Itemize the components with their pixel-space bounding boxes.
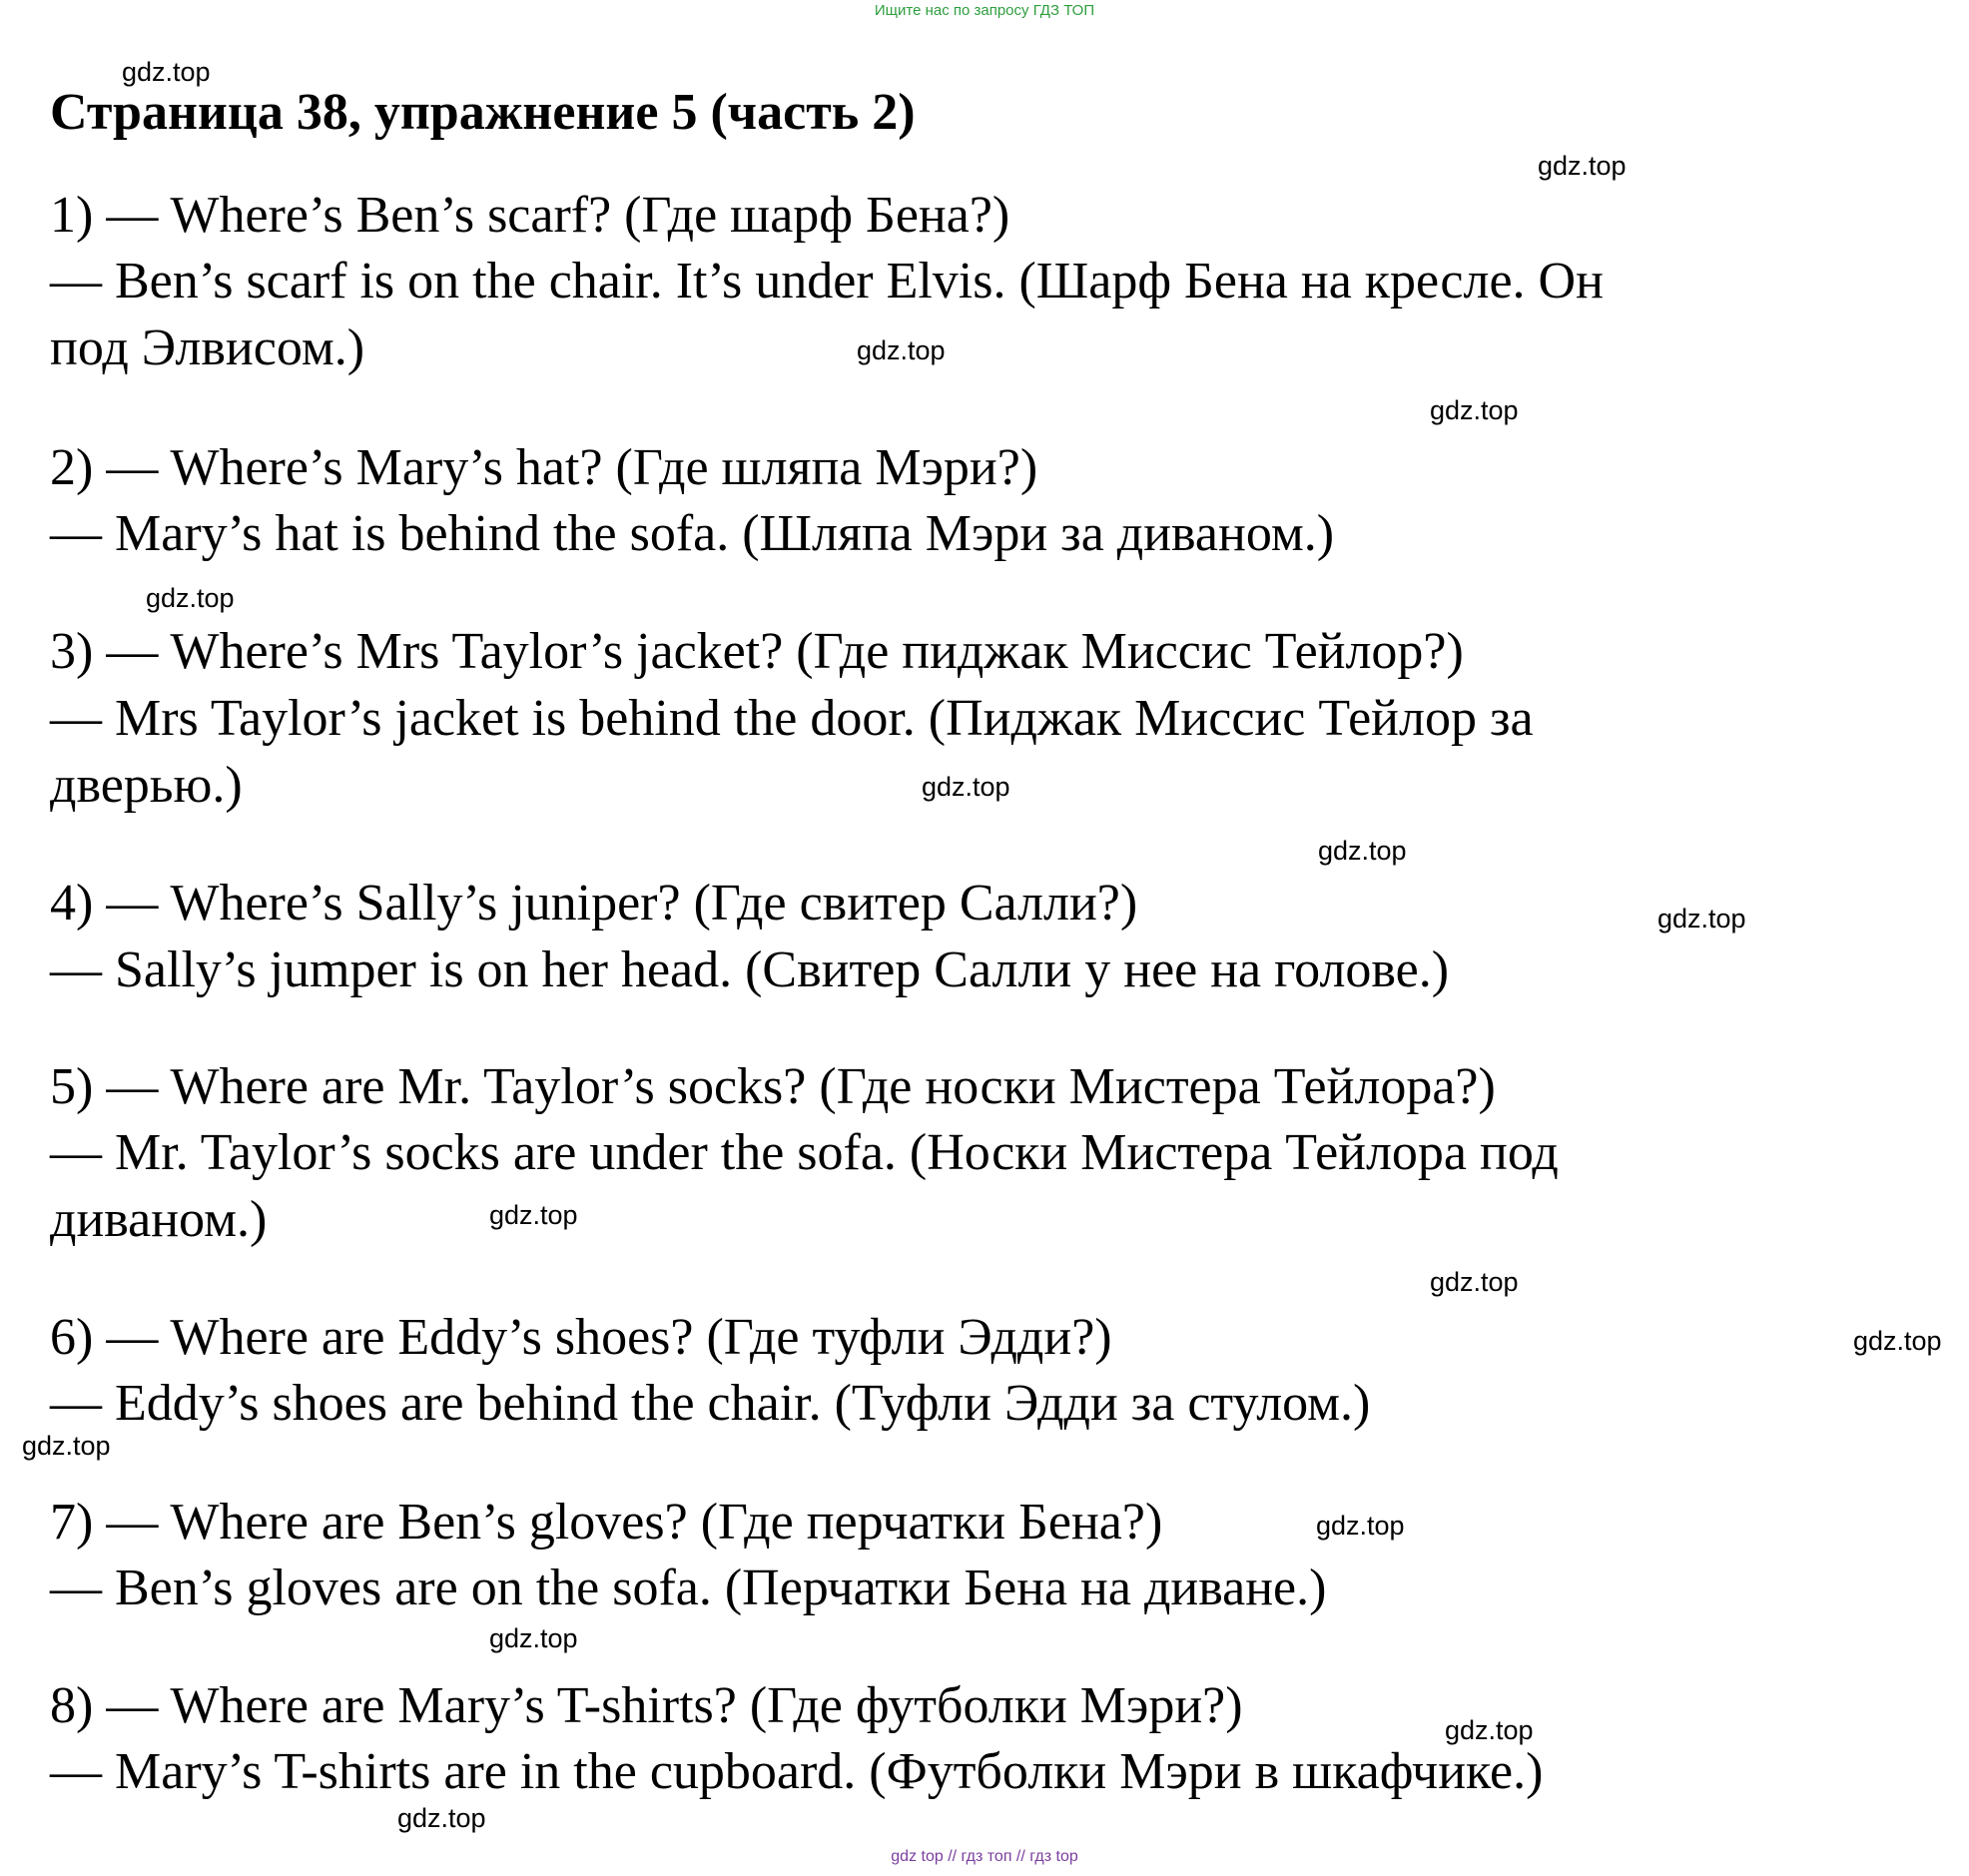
item-5-question: 5) — Where are Mr. Taylor’s socks? (Где носки Мистера Тейлора?)	[50, 1058, 1496, 1115]
watermark: gdz.top	[1445, 1715, 1534, 1745]
search-banner[interactable]: Ищите нас по запросу ГДЗ ТОП	[874, 2, 1095, 19]
watermark: gdz.top	[489, 1623, 578, 1653]
watermark: gdz.top	[1316, 1511, 1405, 1541]
watermark: gdz.top	[857, 335, 946, 365]
watermark: gdz.top	[22, 1431, 111, 1461]
item-1-answer: — Ben’s scarf is on the chair. It’s under Elvis. (Шарф Бена на кресле. Он	[50, 253, 1604, 310]
item-7-question: 7) — Where are Ben’s gloves? (Где перчатки Бена?)	[50, 1494, 1163, 1551]
item-8-answer: — Mary’s T-shirts are in the cupboard. (Футболки Мэри в шкафчике.)	[50, 1743, 1544, 1800]
watermark: gdz.top	[146, 583, 235, 613]
item-1-question: 1) — Where’s Ben’s scarf? (Где шарф Бена?)	[50, 187, 1010, 244]
item-7-answer: — Ben’s gloves are on the sofa. (Перчатки Бена на диване.)	[50, 1560, 1327, 1616]
item-6-answer: — Eddy’s shoes are behind the chair. (Туфли Эдди за стулом.)	[50, 1375, 1371, 1432]
watermark: gdz.top	[1853, 1326, 1942, 1356]
item-3-answer-cont: дверью.)	[50, 757, 243, 814]
item-8-question: 8) — Where are Mary’s T-shirts? (Где футболки Мэри?)	[50, 1677, 1243, 1734]
watermark: gdz.top	[122, 57, 211, 87]
item-4-question: 4) — Where’s Sally’s juniper? (Где свитер Салли?)	[50, 875, 1138, 932]
item-2-answer: — Mary’s hat is behind the sofa. (Шляпа Мэри за диваном.)	[50, 505, 1335, 562]
watermark: gdz.top	[1318, 836, 1407, 866]
footer-links[interactable]: gdz top // гдз топ // гдз top	[891, 1848, 1078, 1865]
item-3-answer: — Mrs Taylor’s jacket is behind the door. (Пиджак Миссис Тейлор за	[50, 690, 1534, 747]
watermark: gdz.top	[1538, 151, 1627, 181]
watermark: gdz.top	[397, 1803, 486, 1833]
watermark: gdz.top	[922, 772, 1010, 802]
item-6-question: 6) — Where are Eddy’s shoes? (Где туфли Эдди?)	[50, 1309, 1112, 1366]
item-1-answer-cont: под Элвисом.)	[50, 319, 365, 376]
watermark: gdz.top	[1430, 395, 1519, 425]
watermark: gdz.top	[1657, 904, 1746, 934]
item-4-answer: — Sally’s jumper is on her head. (Свитер Салли у нее на голове.)	[50, 941, 1450, 998]
item-5-answer-cont: диваном.)	[50, 1191, 268, 1248]
item-2-question: 2) — Where’s Mary’s hat? (Где шляпа Мэри?)	[50, 439, 1038, 496]
item-5-answer: — Mr. Taylor’s socks are under the sofa. (Носки Мистера Тейлора под	[50, 1124, 1559, 1181]
page-title: Страница 38, упражнение 5 (часть 2)	[50, 84, 916, 141]
item-3-question: 3) — Where’s Mrs Taylor’s jacket? (Где пиджак Миссис Тейлор?)	[50, 623, 1464, 680]
watermark: gdz.top	[489, 1200, 578, 1230]
watermark: gdz.top	[1430, 1267, 1519, 1297]
